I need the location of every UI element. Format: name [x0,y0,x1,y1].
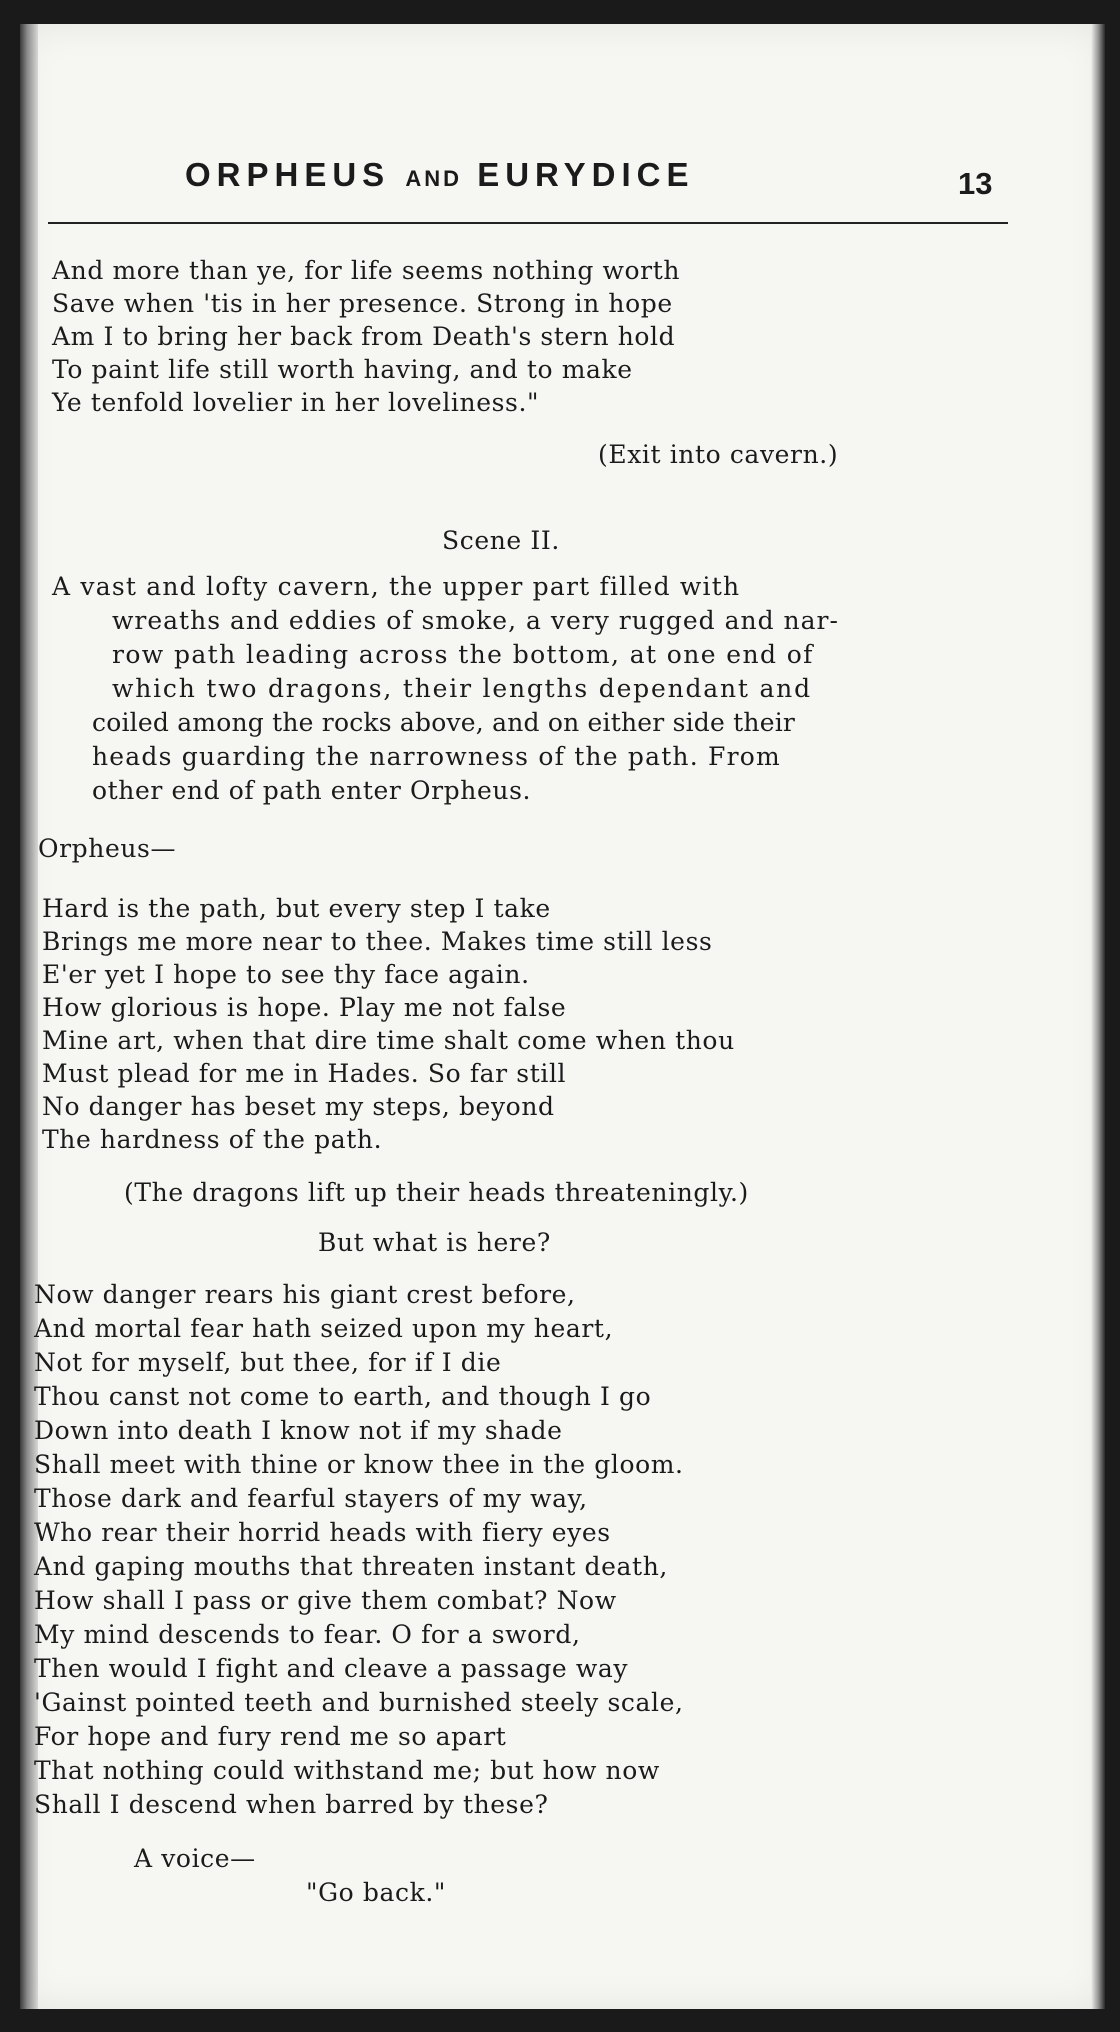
verse-line: And mortal fear hath seized upon my heart, [34,1314,614,1343]
verse-line: Mine art, when that dire time shalt come when thou [42,1026,735,1055]
verse-line: Then would I fight and cleave a passage way [34,1654,629,1683]
scene-heading: Scene II. [442,526,560,555]
verse-line: Who rear their horrid heads with fiery eyes [34,1518,611,1547]
verse-line: And gaping mouths that threaten instant death, [34,1552,668,1581]
scene-description-line: which two dragons, their lengths dependant and [112,674,812,703]
verse-line: Not for myself, but thee, for if I die [34,1348,502,1377]
verse-line: No danger has beset my steps, beyond [42,1092,555,1121]
stage-direction: (The dragons lift up their heads threateningly.) [124,1178,749,1207]
quoted-line: "Go back." [306,1878,446,1907]
verse-line: My mind descends to fear. O for a sword, [34,1620,581,1649]
verse-line: Ye tenfold lovelier in her loveliness." [52,388,540,417]
verse-line: To paint life still worth having, and to make [52,355,633,384]
verse-line: Must plead for me in Hades. So far still [42,1059,567,1088]
speaker-name: Orpheus— [38,834,177,863]
verse-line: Now danger rears his giant crest before, [34,1280,576,1309]
verse-line: Shall I descend when barred by these? [34,1790,549,1819]
verse-line: Those dark and fearful stayers of my way, [34,1484,588,1513]
scene-description-line: heads guarding the narrowness of the path. From [92,742,781,771]
verse-line: The hardness of the path. [42,1125,383,1154]
verse-line: Thou canst not come to earth, and though I go [34,1382,652,1411]
verse-line: Hard is the path, but every step I take [42,894,551,923]
scene-description-line: A vast and lofty cavern, the upper part filled with [52,572,741,601]
verse-line: And more than ye, for life seems nothing worth [52,256,681,285]
stage-direction: (Exit into cavern.) [598,440,839,469]
scene-description-line: row path leading across the bottom, at one end of [112,640,814,669]
header-word-orpheus: ORPHEUS [185,156,391,193]
running-header [185,156,695,194]
scene-description-line: other end of path enter Orpheus. [92,776,532,805]
verse-line-indented: But what is here? [318,1228,551,1257]
verse-line: 'Gainst pointed teeth and burnished steely scale, [34,1688,684,1717]
verse-line: Am I to bring her back from Death's stern hold [52,322,676,351]
verse-line: Shall meet with thine or know thee in the gloom. [34,1450,684,1479]
speaker-name: A voice— [134,1844,256,1873]
page-edge-right [1091,24,1105,2009]
book-page [20,24,1105,2009]
verse-line: How glorious is hope. Play me not false [42,993,567,1022]
scene-description-line: wreaths and eddies of smoke, a very rugged and nar- [112,606,839,635]
header-word-and: AND [405,166,463,191]
verse-line: Save when 'tis in her presence. Strong in hope [52,289,673,318]
header-word-eurydice: EURYDICE [477,156,695,193]
verse-line: For hope and fury rend me so apart [34,1722,507,1751]
verse-line: Down into death I know not if my shade [34,1416,563,1445]
verse-line: E'er yet I hope to see thy face again. [42,960,530,989]
header-rule [48,222,1008,224]
scene-description-line: coiled among the rocks above, and on either side their [92,708,796,737]
page-number: 13 [958,166,993,201]
verse-line: How shall I pass or give them combat? Now [34,1586,617,1615]
verse-line: That nothing could withstand me; but how now [34,1756,660,1785]
verse-line: Brings me more near to thee. Makes time still less [42,927,713,956]
